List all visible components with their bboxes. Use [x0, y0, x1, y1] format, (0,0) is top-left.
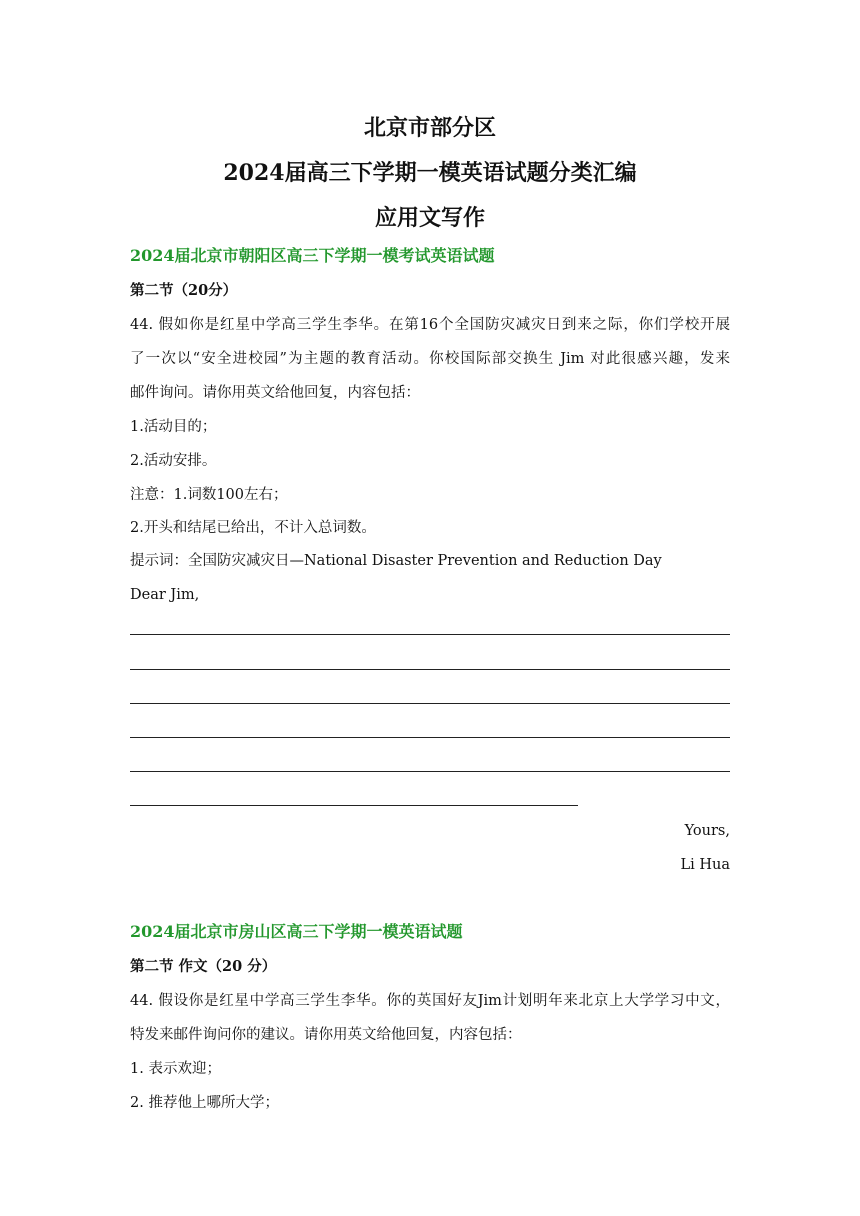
answer-line	[130, 634, 730, 635]
note-line: 注意：1.词数100左右；	[130, 487, 288, 503]
document-title-region: 北京市部分区	[363, 115, 496, 141]
prompt-line: 了一次以“安全进校园”为主题的教育活动。你校国际部交换生 Jim 对此很感兴趣，发来	[130, 351, 730, 367]
answer-line	[130, 737, 730, 738]
content-point: 2.活动安排。	[130, 453, 217, 469]
content-point: 2. 推荐他上哪所大学；	[130, 1095, 279, 1111]
letter-signature: Li Hua	[680, 857, 730, 873]
section-heading-fangshan: 2024届北京市房山区高三下学期一模英语试题	[130, 922, 463, 941]
prompt-line: 44. 假如你是红星中学高三学生李华。在第16个全国防灾减灾日到来之际，你们学校开展	[130, 317, 730, 333]
letter-salutation: Dear Jim,	[130, 587, 200, 603]
prompt-line: 邮件询问。请你用英文给他回复，内容包括：	[130, 385, 420, 401]
note-line: 2.开头和结尾已给出，不计入总词数。	[130, 520, 376, 536]
document-title-main: 2024届高三下学期一模英语试题分类汇编	[223, 160, 637, 186]
section-subheading: 第二节 作文（20 分）	[130, 958, 277, 975]
section-heading-chaoyang: 2024届北京市朝阳区高三下学期一模考试英语试题	[130, 246, 495, 265]
prompt-line: 44. 假设你是红星中学高三学生李华。你的英国好友Jim计划明年来北京上大学学习中文，	[130, 993, 730, 1009]
prompt-line: 特发来邮件询问你的建议。请你用英文给他回复，内容包括：	[130, 1027, 522, 1043]
answer-line-short	[130, 805, 578, 806]
content-point: 1.活动目的；	[130, 419, 217, 435]
answer-line	[130, 703, 730, 704]
answer-line	[130, 771, 730, 772]
content-point: 1. 表示欢迎；	[130, 1061, 221, 1077]
section-subheading: 第二节（20分）	[130, 282, 238, 299]
hint-line: 提示词：全国防灾减灾日—National Disaster Prevention and Reduction Day	[130, 553, 662, 569]
answer-line	[130, 669, 730, 670]
letter-closing: Yours,	[684, 823, 730, 839]
document-title-category: 应用文写作	[374, 205, 485, 231]
